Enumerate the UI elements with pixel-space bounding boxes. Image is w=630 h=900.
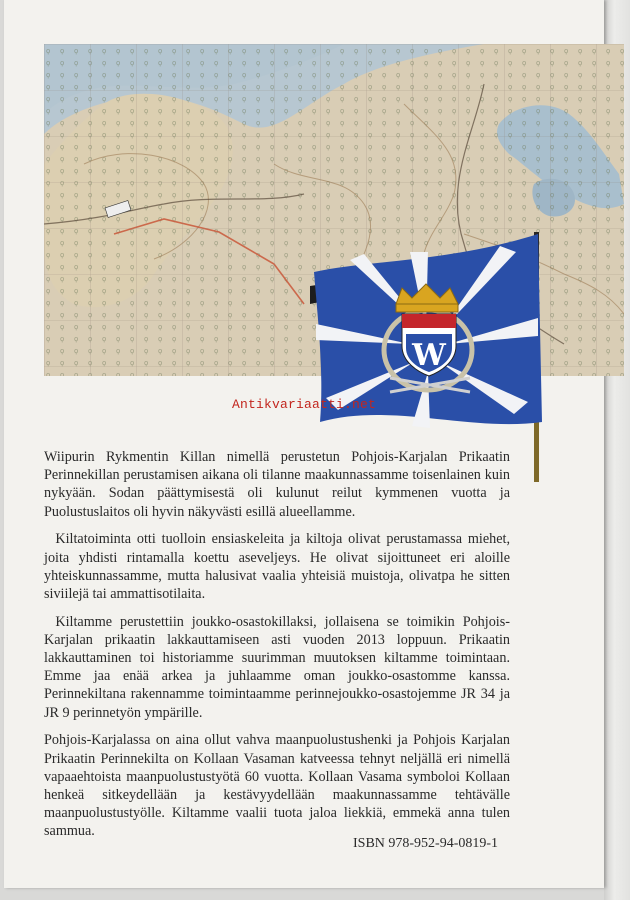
- paragraph: Kiltamme perustettiin joukko-osastokillaksi, jollaisena se toimikin Pohjois-Karjalan prikaatin lakkauttamiseen asti vuoden 2013 loppuun. Prikaatin lakkauttaminen toi historiamme suurimman muutoksen kiltamme toimintaan. Emme jaa enää arkea ja juhlaamme oman joukko-osastomme kanssa. Perinnekiltana rakennamme toimintaamme perinnejoukko-osastojemme JR 34 ja JR 9 perinnetyön ympärille.: [44, 613, 510, 721]
- paragraph: Pohjois-Karjalassa on aina ollut vahva maanpuolustushenki ja Pohjois Karjalan Prikaatin Perinnekilta on Kollaan Vasaman katveessa tehnyt neljällä eri nimellä vapaaehtoista maanpuolustustyötä 60 vuotta. Kollaan Vasama symboloi Kollaan henkeä sitkeydellään ja kestävyydellään maakunnassamme tehtävälle maanpuolustustyölle. Kiltamme vaalii tuota jaloa liekkiä, emmekä anna tulen sammua.: [44, 732, 510, 840]
- regimental-flag-icon: [310, 232, 550, 482]
- watermark: Antikvariaatti.net: [232, 397, 377, 412]
- paragraph: Wiipurin Rykmentin Killan nimellä perustetun Pohjois-Karjalan Prikaatin Perinnekillan perustamisen aikana oli tilanne maakunnassamme toisenlainen kuin nykyään. Sodan päättymisestä oli kulunut reilut kymmenen vuotta ja Puolustuslaitos oli hyvin näkyvästi esillä alueellamme.: [44, 449, 510, 520]
- svg-text:W: W: [412, 338, 446, 373]
- back-cover-text: [44, 448, 510, 850]
- paragraph: Kiltatoiminta otti tuolloin ensiaskeleita ja kiltoja olivat perustamassa miehet, joita yhdisti rintamalla koettu aseveljeys. He olivat sijoittuneet eri aloille yhteiskunnassamme, mutta halusivat vaalia yhteisiä muistoja, olivatpa he sitten siviilejä tai ammattisotilaita.: [44, 531, 510, 602]
- isbn: ISBN 978-952-94-0819-1: [353, 836, 499, 851]
